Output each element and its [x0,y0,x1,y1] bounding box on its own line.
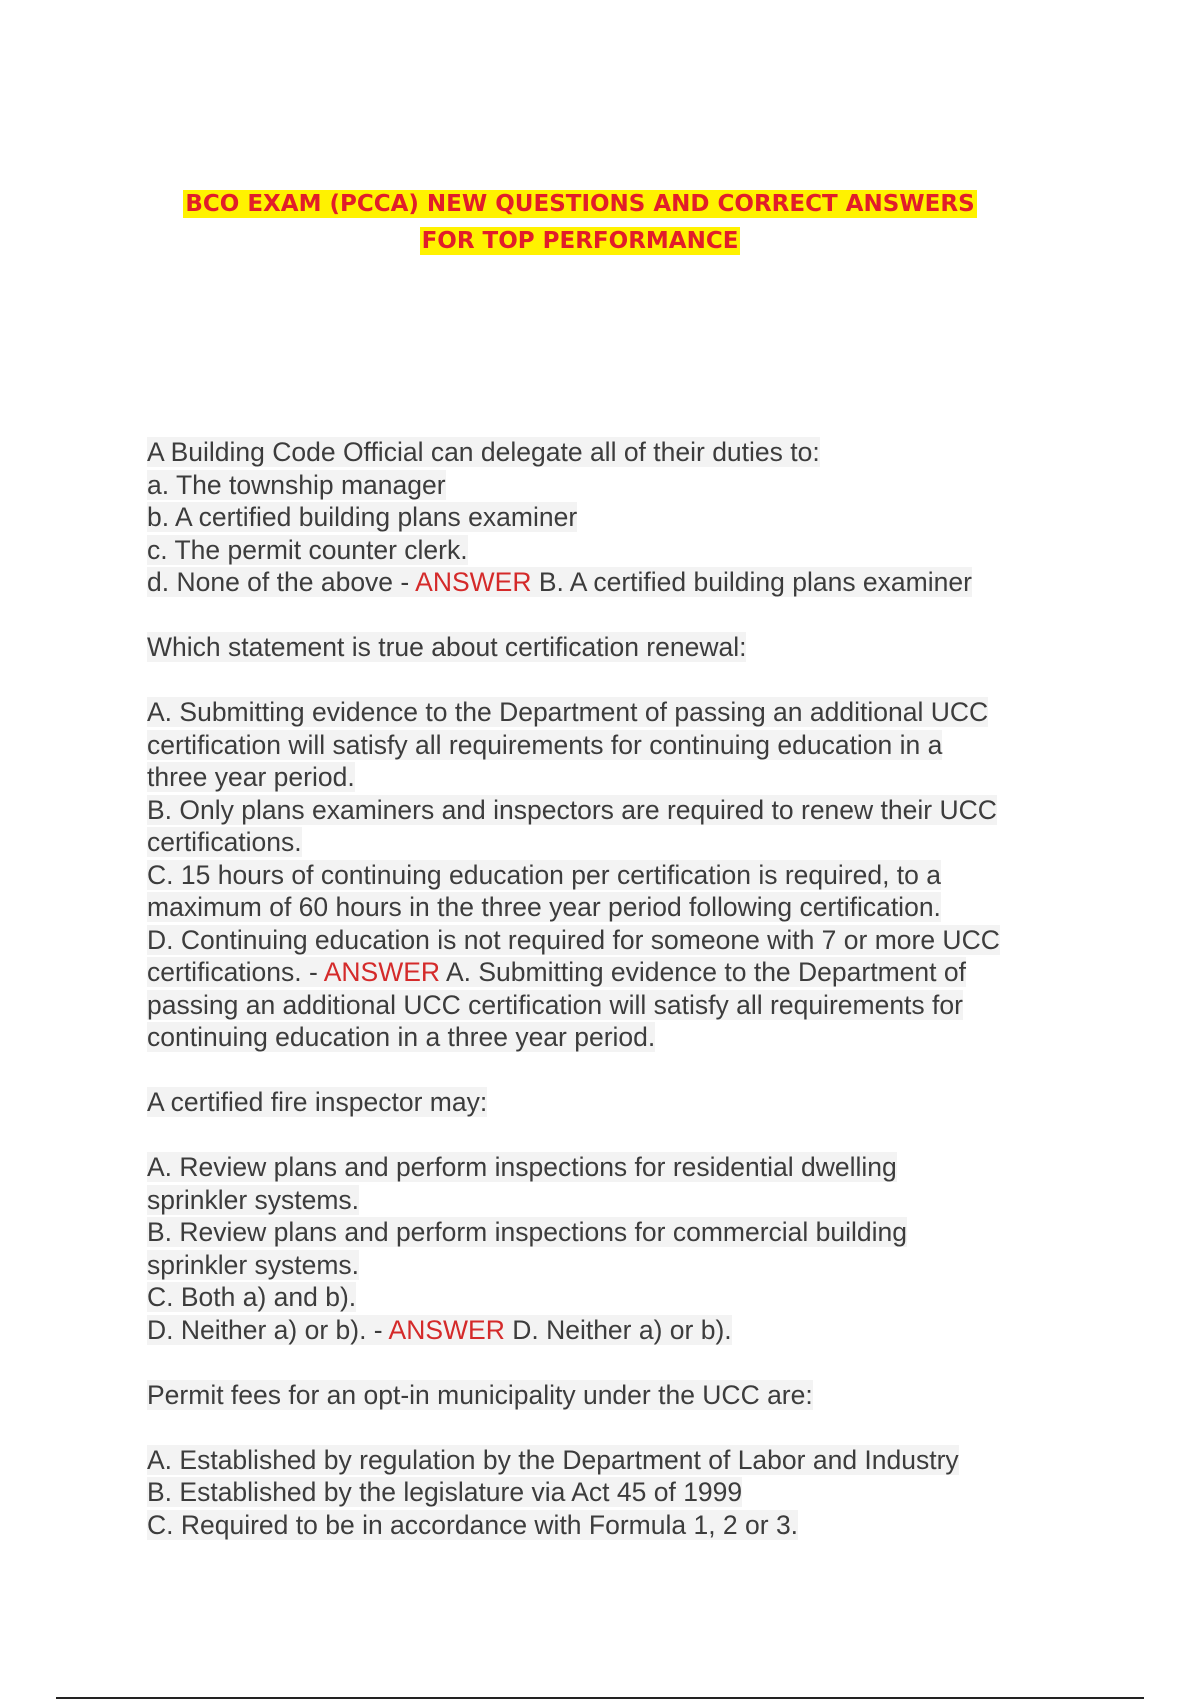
title-line-1: BCO EXAM (PCCA) NEW QUESTIONS AND CORRECT ANSWERS [185,191,975,217]
question-block [147,436,1147,599]
answer-text-cont: continuing education in a three year period. [147,1022,656,1052]
option-a: A. Established by regulation by the Department of Labor and Industry [147,1444,959,1475]
option-a: a. The township manager [147,469,446,500]
answer-label: ANSWER [415,567,532,597]
answer-label: ANSWER [388,1314,505,1345]
option-b: b. A certified building plans examiner [147,502,578,532]
page-bottom-rule [56,1697,1144,1699]
option-b-cont: sprinkler systems. [147,1249,360,1280]
option-a-cont: certification will satisfy all requirements for continuing education in a [147,729,943,760]
question-text: A certified fire inspector may: [147,1087,488,1117]
option-c: c. The permit counter clerk. [147,534,468,565]
document-title [0,186,1160,260]
option-c: C. 15 hours of continuing education per certification is required, to a [147,859,941,890]
option-a-cont: sprinkler systems. [147,1184,360,1215]
option-b: B. Only plans examiners and inspectors are required to renew their UCC [147,794,997,825]
question-text: A Building Code Official can delegate all of their duties to: [147,437,820,467]
title-line-2: FOR TOP PERFORMANCE [421,228,739,254]
option-c: C. Both a) and b). [147,1282,357,1312]
question-block [147,631,1147,1054]
answer-label: ANSWER [323,957,441,987]
option-d: D. Continuing education is not required for someone with 7 or more UCC [147,924,1000,955]
question-block [147,1379,1147,1542]
question-list [147,436,1147,1541]
option-b: B. Review plans and perform inspections for commercial building [147,1217,908,1247]
answer-text-cont: passing an additional UCC certification will satisfy all requirements for [147,989,963,1020]
answer-text: D. Neither a) or b). [504,1314,732,1345]
question-text: Which statement is true about certification renewal: [147,632,747,662]
answer-text: A. Submitting evidence to the Department of [440,957,966,987]
question-block [147,1086,1147,1346]
option-a: A. Submitting evidence to the Department of passing an additional UCC [147,697,989,727]
option-d-cont: certifications. - ANSWER A. Submitting evidence to the Department of [147,957,966,987]
option-b-cont: certifications. [147,827,302,857]
option-d: d. None of the above - ANSWER B. A certified building plans examiner [147,567,972,597]
answer-text: B. A certified building plans examiner [531,567,972,597]
option-d: D. Neither a) or b). - ANSWER D. Neither a) or b). [147,1314,732,1345]
option-a-cont: three year period. [147,762,355,792]
option-b: B. Established by the legislature via Act 45 of 1999 [147,1477,743,1507]
option-a: A. Review plans and perform inspections for residential dwelling [147,1152,897,1182]
option-c: C. Required to be in accordance with Formula 1, 2 or 3. [147,1509,799,1540]
option-c-cont: maximum of 60 hours in the three year period following certification. [147,892,941,922]
question-text: Permit fees for an opt-in municipality under the UCC are: [147,1379,813,1410]
